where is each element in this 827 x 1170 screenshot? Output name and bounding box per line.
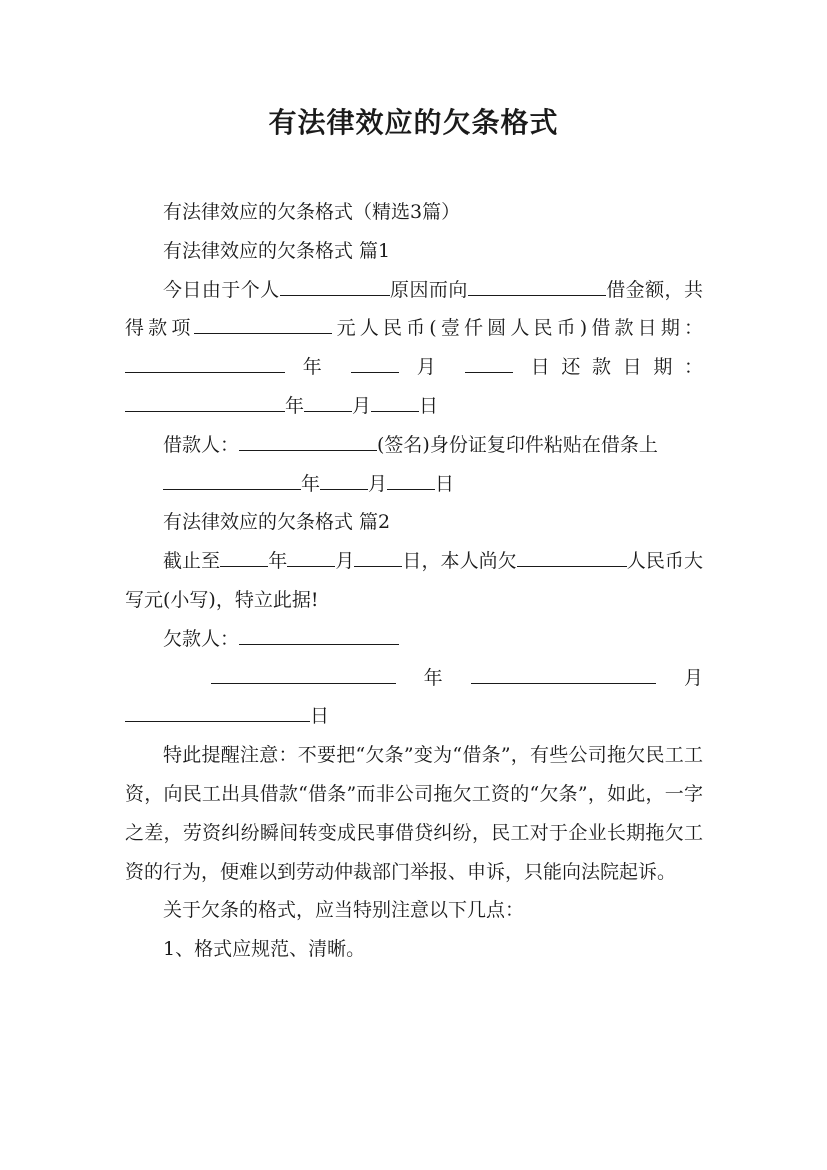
paragraph-debtor: 欠款人： xyxy=(125,620,703,659)
section-heading-1: 有法律效应的欠条格式 篇1 xyxy=(163,239,391,262)
blank-line xyxy=(304,393,352,412)
paragraph-debt-statement: 截止至 年 月 日，本人尚欠 人民币大写元(小写)，特立此据! xyxy=(125,542,703,620)
paragraph-loan-details: 今日由于个人 原因而向 借金额，共得款项 元人民币(壹仟圆人民币)借款日期： 年 月 日还款日期：年 月 日 xyxy=(125,271,703,426)
document-title: 有法律效应的欠条格式 xyxy=(268,106,559,139)
paragraph-date-1: 年 月 日 xyxy=(125,465,703,504)
blank-line xyxy=(354,548,402,567)
intro-line: 有法律效应的欠条格式（精选3篇） xyxy=(163,201,461,223)
blank-line xyxy=(517,548,627,567)
blank-line xyxy=(194,315,332,334)
blank-line xyxy=(163,471,301,490)
blank-line xyxy=(387,471,435,490)
document-body xyxy=(125,193,703,969)
blank-line xyxy=(465,354,513,373)
blank-line xyxy=(125,703,310,722)
blank-line xyxy=(239,432,377,451)
section-heading-2: 有法律效应的欠条格式 篇2 xyxy=(163,511,391,534)
blank-line xyxy=(320,471,368,490)
blank-line xyxy=(471,665,656,684)
blank-line xyxy=(125,393,285,412)
blank-line xyxy=(468,277,606,296)
blank-line xyxy=(211,665,396,684)
blank-line xyxy=(239,626,399,645)
paragraph-format-notes: 关于欠条的格式，应当特别注意以下几点： xyxy=(163,899,525,922)
blank-line xyxy=(371,393,419,412)
blank-line xyxy=(280,277,390,296)
blank-line xyxy=(125,354,285,373)
paragraph-point-1: 1、格式应规范、清晰。 xyxy=(163,938,366,961)
blank-line xyxy=(220,548,268,567)
paragraph-borrower: 借款人： (签名)身份证复印件粘贴在借条上 xyxy=(125,426,703,465)
paragraph-date-2: 年 月日 xyxy=(125,659,703,737)
blank-line xyxy=(287,548,335,567)
paragraph-reminder: 特此提醒注意：不要把“欠条”变为“借条”，有些公司拖欠民工工资，向民工出具借款“借条”而非公司拖欠工资的“欠条”，如此，一字之差，劳资纠纷瞬间转变成民事借贷纠纷，民工对于企业长期拖欠工资的行为，便难以到劳动仲裁部门举报、申诉，只能向法院起诉。 xyxy=(125,744,703,883)
blank-line xyxy=(351,354,399,373)
